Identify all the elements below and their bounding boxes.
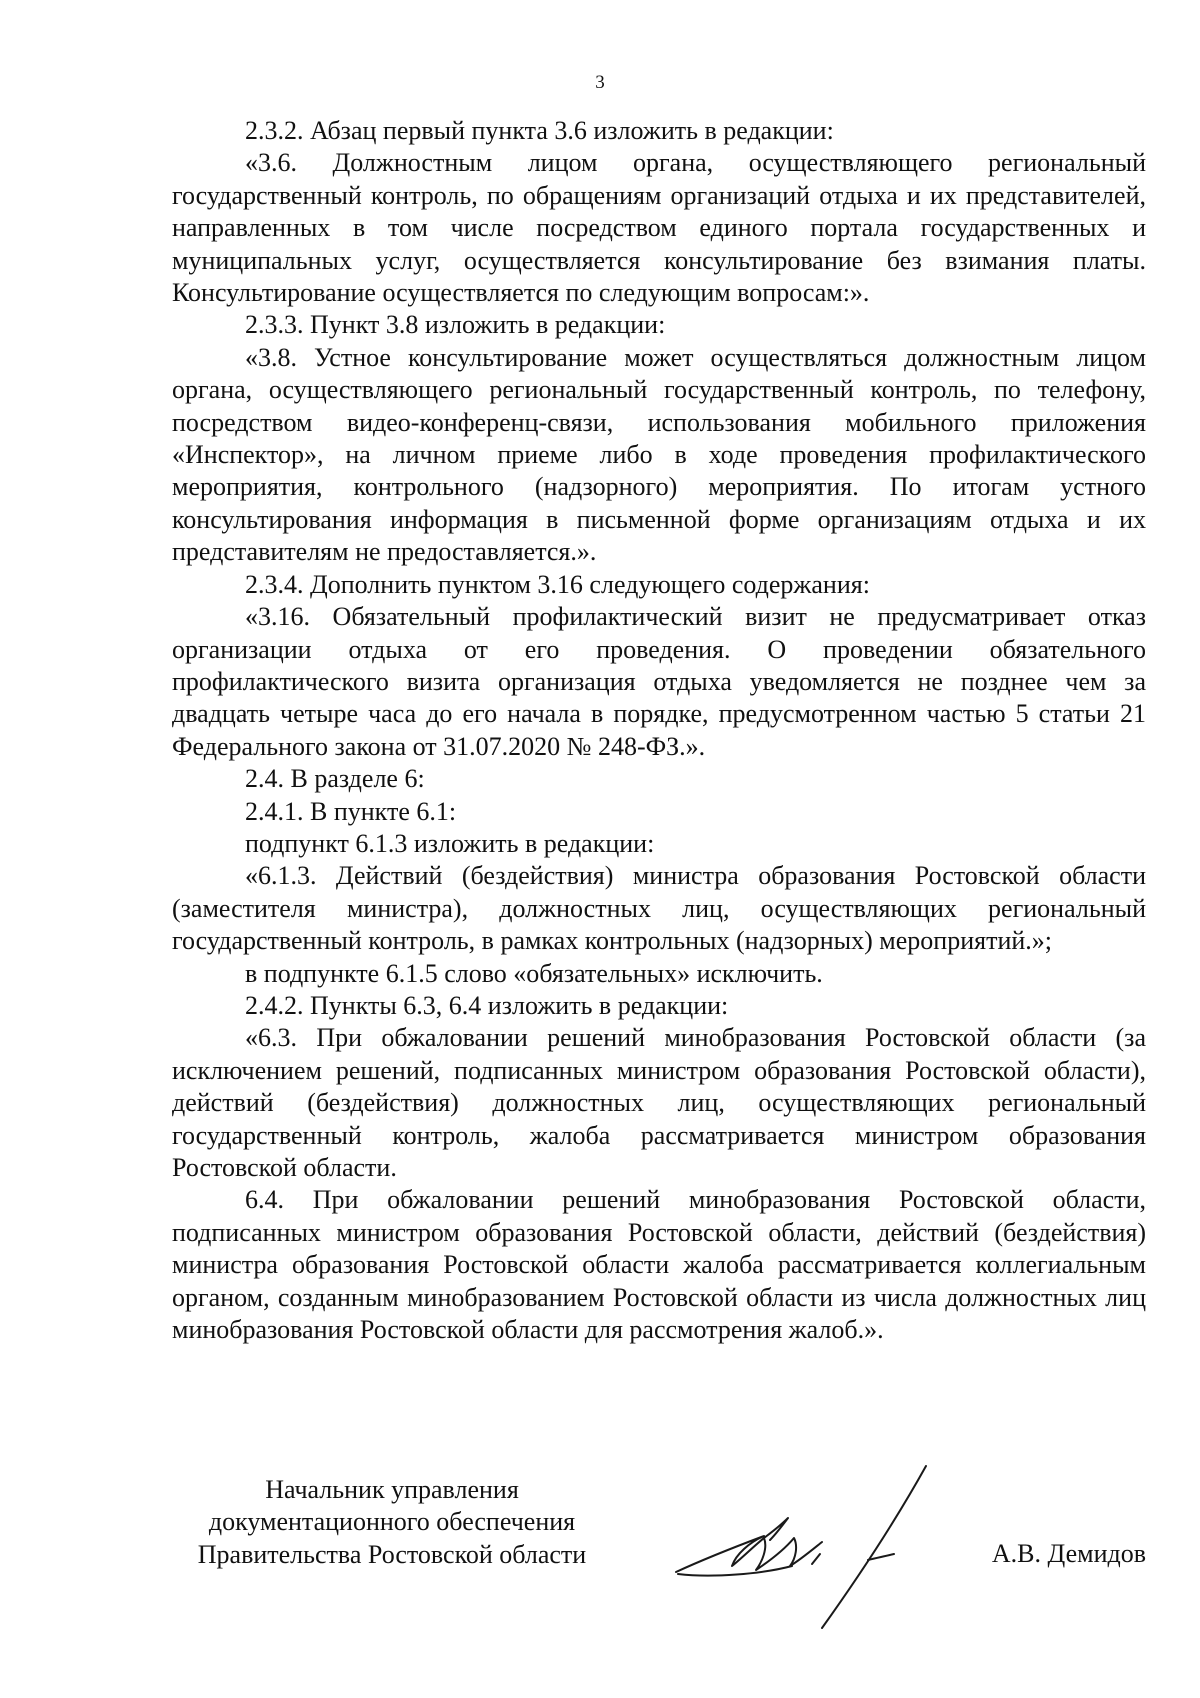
signatory-title — [172, 1474, 612, 1571]
paragraph-2-3-4: 2.3.4. Дополнить пунктом 3.16 следующего содержания: — [245, 569, 870, 599]
paragraph-3-8-text: «3.8. Устное консультирование может осуществляться должностным лицом органа, осуществляющего региональный государственный контроль, по телефону, посредством видео-конференц-связи, использования мобильного приложения «Инспектор», на личном приеме либо в ходе проведения профилактического мероприятия, контрольного (надзорного) мероприятия. По итогам устного консультирования информация в письменной форме организациям отдыха и их представителям не предоставляется.». — [172, 342, 1146, 567]
paragraph-3-16-text: «3.16. Обязательный профилактический визит не предусматривает отказ организации отдыха от его проведения. О проведении обязательного профилактического визита организация отдыха уведомляется не позднее чем за двадцать четыре часа до его начала в порядке, предусмотренном частью 5 статьи 21 Федерального закона от 31.07.2020 № 248-ФЗ.». — [172, 602, 1146, 761]
page-number: 3 — [595, 72, 605, 93]
document-body — [172, 115, 1146, 1346]
signatory-title-line: Начальник управления — [265, 1475, 519, 1504]
paragraph-subpoint-6-1-3: подпункт 6.1.3 изложить в редакции: — [245, 828, 655, 858]
signatory-title-line: Правительства Ростовской области — [197, 1539, 587, 1569]
handwritten-signature — [672, 1462, 932, 1632]
paragraph-2-3-2: 2.3.2. Абзац первый пункта 3.6 изложить в редакции: — [245, 116, 834, 145]
paragraph-6-3-text: «6.3. При обжаловании решений минобразования Ростовской области (за исключением решений, подписанных министром образования Ростовской области), действий (бездействия) должностных лиц, осуществляющих региональный государственный контроль, жалоба рассматривается министром образования Ростовской области. — [172, 1023, 1146, 1182]
paragraph-6-1-3-text: «6.1.3. Действий (бездействия) министра образования Ростовской области (заместителя министра), должностных лиц, осуществляющих региональный государственный контроль, в рамках контрольных (надзорных) мероприятий.»; — [172, 861, 1146, 956]
signatory-title-line: документационного обеспечения — [208, 1507, 576, 1537]
paragraph-2-3-3: 2.3.3. Пункт 3.8 изложить в редакции: — [245, 310, 666, 340]
paragraph-2-4-1: 2.4.1. В пункте 6.1: — [245, 796, 457, 826]
paragraph-6-1-5: в подпункте 6.1.5 слово «обязательных» исключить. — [245, 958, 823, 988]
paragraph-2-4-2: 2.4.2. Пункты 6.3, 6.4 изложить в редакции: — [245, 990, 729, 1020]
paragraph-3-6-text: «3.6. Должностным лицом органа, осуществляющего региональный государственный контроль, по обращениям организаций отдыха и их представителей, направленных в том числе посредством единого портала государственных и муниципальных услуг, осуществляется консультирование без взимания платы. Консультирование осуществляется по следующим вопросам:». — [172, 148, 1146, 308]
paragraph-2-4: 2.4. В разделе 6: — [245, 764, 425, 794]
signature-block — [172, 1474, 1146, 1634]
paragraph-6-4-text: 6.4. При обжаловании решений минобразования Ростовской области, подписанных министром образования Ростовской области, действий (бездействия) министра образования Ростовской области жалоба рассматривается коллегиальным органом, созданным минобразованием Ростовской области из числа должностных лиц минобразования Ростовской области для рассмотрения жалоб.». — [172, 1185, 1146, 1345]
signatory-name: А.В. Демидов — [991, 1539, 1146, 1568]
